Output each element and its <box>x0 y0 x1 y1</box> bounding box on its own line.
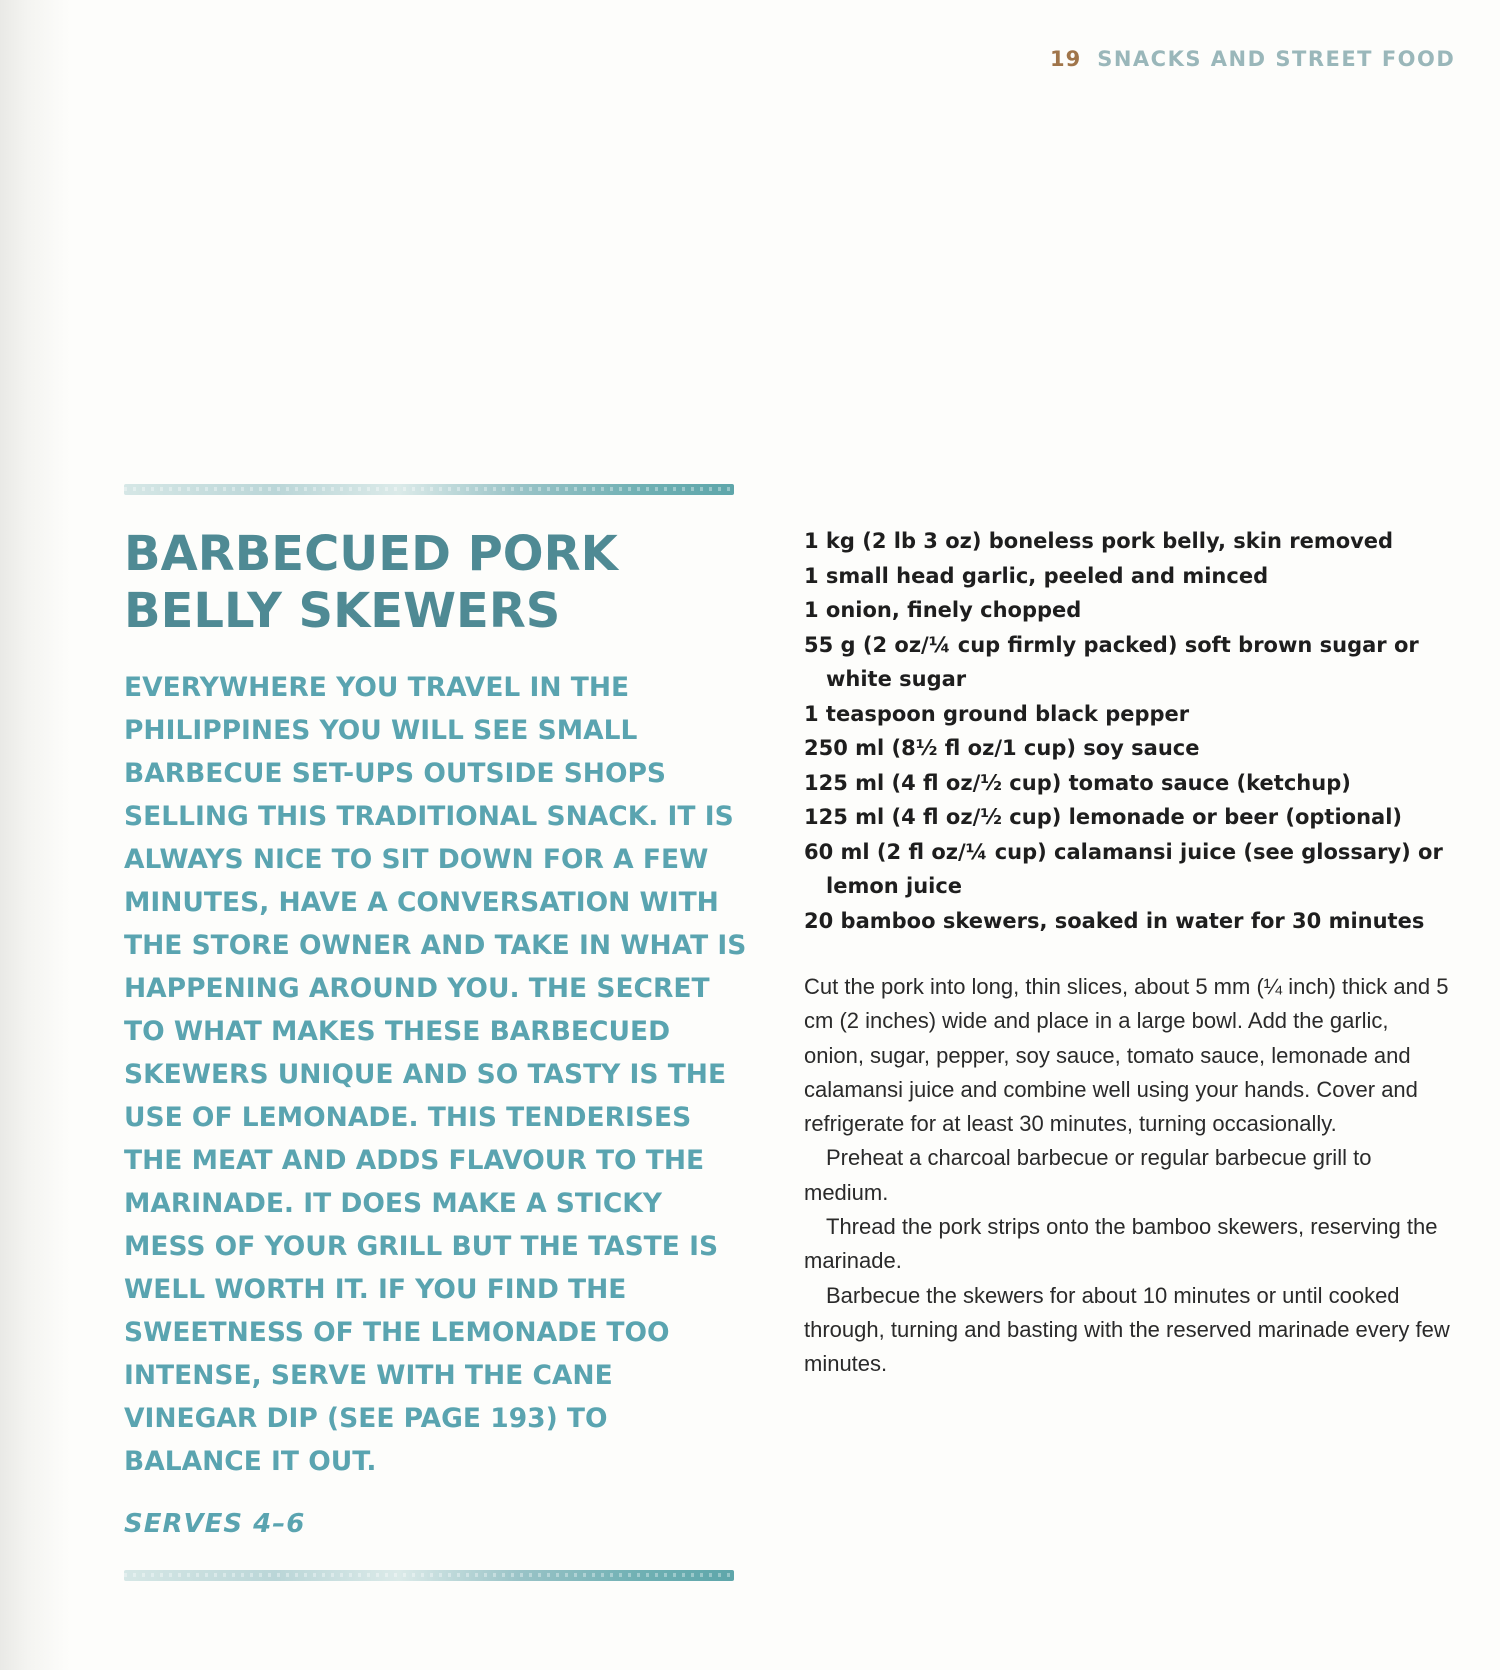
method-text <box>804 970 1452 1382</box>
top-decorative-rule <box>124 484 734 495</box>
page-gutter-shadow <box>0 0 70 1670</box>
ingredient-list <box>804 524 1444 938</box>
method-step: Barbecue the skewers for about 10 minutes or until cooked through, turning and basting with the reserved marinade every few minutes. <box>804 1282 1450 1377</box>
serves-count: SERVES 4–6 <box>124 1509 306 1539</box>
recipe-title: BARBECUED PORK BELLY SKEWERS <box>124 526 618 639</box>
method-step: Preheat a charcoal barbecue or regular barbecue grill to medium. <box>804 1145 1372 1205</box>
ingredient-item: 125 ml (4 fl oz/½ cup) tomato sauce (ketchup) <box>804 770 1351 795</box>
method-step: Thread the pork strips onto the bamboo skewers, reserving the marinade. <box>804 1214 1438 1274</box>
ingredient-item: 60 ml (2 fl oz/¼ cup) calamansi juice (see glossary) or lemon juice <box>804 839 1443 898</box>
ingredient-item: 1 teaspoon ground black pepper <box>804 701 1190 726</box>
ingredient-item: 125 ml (4 fl oz/½ cup) lemonade or beer (optional) <box>804 805 1403 829</box>
ingredient-item: 1 kg (2 lb 3 oz) boneless pork belly, skin removed <box>804 529 1394 553</box>
running-head <box>1050 47 1456 71</box>
section-name: SNACKS AND STREET FOOD <box>1097 47 1456 71</box>
ingredient-item: 250 ml (8½ fl oz/1 cup) soy sauce <box>804 736 1200 760</box>
ingredient-item: 20 bamboo skewers, soaked in water for 30 minutes <box>804 908 1425 933</box>
ingredient-item: 1 small head garlic, peeled and minced <box>804 563 1269 588</box>
recipe-intro: EVERYWHERE YOU TRAVEL IN THE PHILIPPINES YOU WILL SEE SMALL BARBECUE SET-UPS OUTSIDE SHOPS SELLING THIS TRADITIONAL SNACK. IT IS ALWAYS NICE TO SIT DOWN FOR A FEW MINUTES, HAVE A CONVERSATION WITH THE STORE OWNER AND TAKE IN WHAT IS HAPPENING AROUND YOU. THE SECRET TO WHAT MAKES THESE BARBECUED SKEWERS UNIQUE AND SO TASTY IS THE USE OF LEMONADE. THIS TENDERISES THE MEAT AND ADDS FLAVOUR TO THE MARINADE. IT DOES MAKE A STICKY MESS OF YOUR GRILL BUT THE TASTE IS WELL WORTH IT. IF YOU FIND THE SWEETNESS OF THE LEMONADE TOO INTENSE, SERVE WITH THE CANE VINEGAR DIP (SEE PAGE 193) TO BALANCE IT OUT. <box>124 672 747 1477</box>
method-step: Cut the pork into long, thin slices, about 5 mm (¼ inch) thick and 5 cm (2 inches) wide and place in a large bowl. Add the garlic, onion, sugar, pepper, soy sauce, tomato sauce, lemonade and calamansi juice and combine well using your hands. Cover and refrigerate for at least 30 minutes, turning occasionally. <box>804 974 1449 1137</box>
bottom-decorative-rule <box>124 1570 734 1581</box>
page-number: 19 <box>1050 47 1082 71</box>
ingredient-item: 1 onion, finely chopped <box>804 598 1082 622</box>
ingredient-item: 55 g (2 oz/¼ cup firmly packed) soft brown sugar or white sugar <box>804 632 1419 691</box>
